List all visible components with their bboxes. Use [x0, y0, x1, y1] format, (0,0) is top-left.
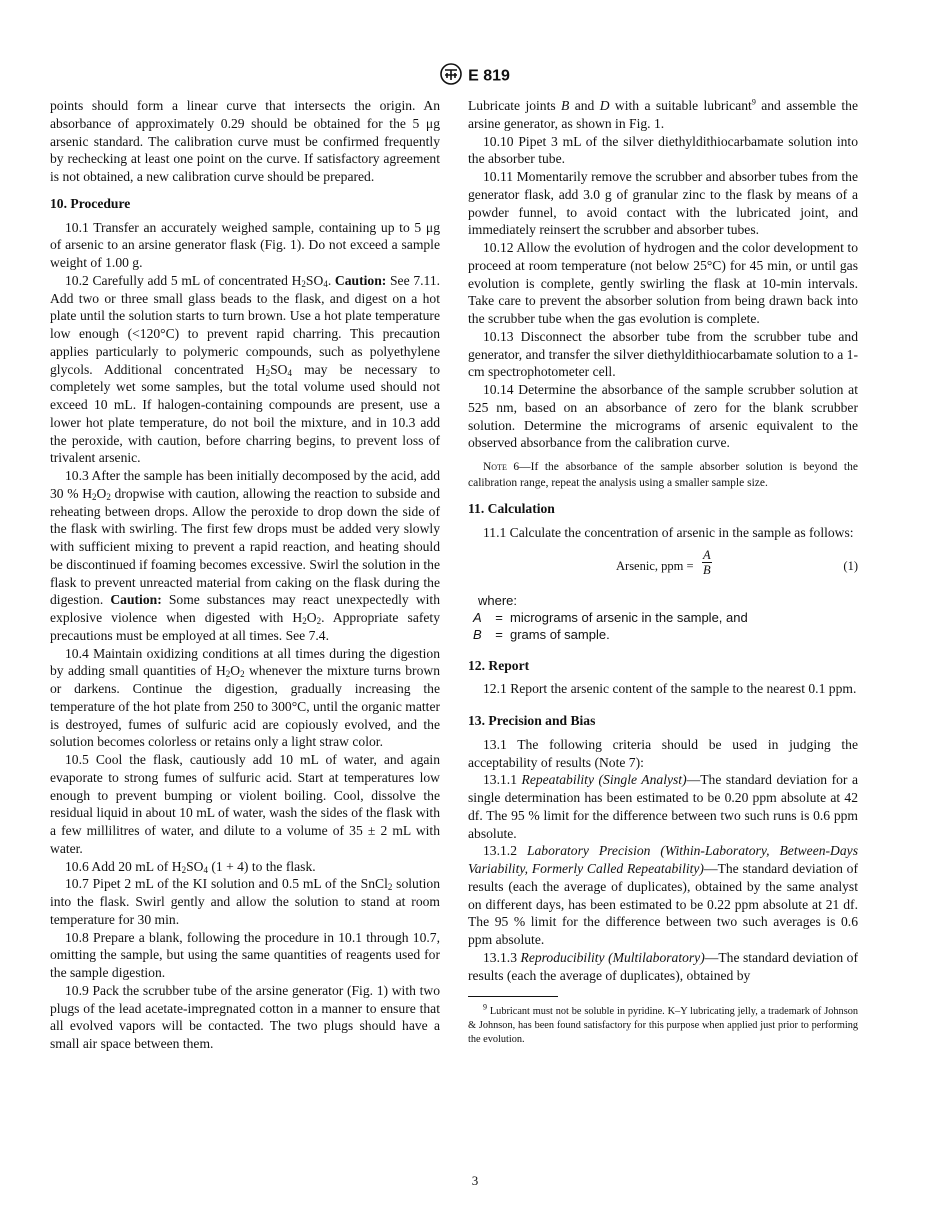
where-label: where: — [478, 592, 518, 608]
note-6: Note 6—If the absorbance of the sample absorber solution is beyond the calibration range, repeat the analysis using a smaller sample size. — [468, 461, 858, 489]
paragraph: points should form a linear curve that intersects the origin. An absorbance of approximately 0.29 should be obtained for the 5 μg arsenic standard. The calibration curve must be confirmed frequently by rechecking at least one point on the curve. If satisfactory agreement is not obtained, a new calibration curve should be prepared. — [50, 98, 440, 184]
paragraph-10-9: 10.9 Pack the scrubber tube of the arsine generator (Fig. 1) with two plugs of the lead acetate-impregnated cotton in a manner to ensure that all evolved vapors will be contacted. The two plugs should have a small air space between them. — [50, 982, 440, 1051]
equation-1 — [468, 548, 858, 586]
paragraph-10-12: 10.12 Allow the evolution of hydrogen and the color development to proceed at room temperature (not below 25°C) for 45 min, or until gas evolution is complete, gently swirling the flask at 10-min intervals. Take care to prevent the absorber solution from being drawn back into the scrubber tube when the gas evolution is complete. — [468, 240, 858, 326]
paragraph-10-13: 10.13 Disconnect the absorber tube from the scrubber tube and generator, and transfer the silver diethyldithiocarbamate solution to a 1-cm spectrophotometer cell. — [468, 328, 858, 380]
paragraph-10-6: 10.6 Add 20 mL of $H_2SO_4$ (1 + 4) to the flask. — [65, 858, 316, 875]
paragraph-10-11: 10.11 Momentarily remove the scrubber and absorber tubes from the generator flask, add 3.0 g of granular zinc to the flask by means of a powder funnel, to avoid contact with the lubricated joint, and immediately reinsert the scrubber and absorber tubes. — [468, 169, 858, 238]
paragraph-10-5: 10.5 Cool the flask, cautiously add 10 mL of water, and again evaporate to strong fumes of sulfuric acid. Start at temperatures low enough to prevent bumping or violent boiling. Cool, dissolve the residual liquid in about 10 mL of water, wash the sides of the flask with a few millilitres of water, and dilute to a volume of 35 ± 2 mL with water. — [50, 752, 440, 856]
formula-fraction — [702, 548, 712, 577]
footnote-divider — [468, 996, 558, 997]
equation-number: (1) — [843, 558, 858, 573]
definition-list — [473, 609, 858, 643]
footnote-ref: 9 — [751, 97, 756, 107]
paragraph-10-1: 10.1 Transfer an accurately weighed sample, containing up to 5 μg of arsenic to an arsine generator flask (Fig. 1). Do not exceed a sample weight of 1.00 g. — [50, 219, 440, 270]
paragraph-10-14: 10.14 Determine the absorbance of the sample scrubber solution at 525 nm, based on an absorbance of zero for the blank scrubber solution. Determine the micrograms of arsenic equivalent to the observed absorbance from the calibration curve. — [468, 382, 858, 451]
paragraph-12-1: 12.1 Report the arsenic content of the sample to the nearest 0.1 ppm. — [483, 681, 857, 697]
paragraph-10-10: 10.10 Pipet 3 mL of the silver diethyldithiocarbamate solution into the absorber tube. — [468, 133, 858, 167]
paragraph-11-1: 11.1 Calculate the concentration of arsenic in the sample as follows: — [483, 524, 854, 540]
footnote-9: $^9$ Lubricant must not be soluble in pyridine. K–Y lubricating jelly, a trademark of Johnson & Johnson, has been found satisfactory for this purpose when applied just prior to performing the evolution. — [468, 1002, 858, 1046]
paragraph-lubricate: Lubricate joints B and D with a suitable lubricant$^9$ and assemble the arsine generator, as shown in Fig. 1. — [468, 97, 858, 131]
section-heading-calculation: 11. Calculation — [468, 501, 555, 516]
section-heading-report: 12. Report — [468, 657, 530, 673]
paragraph-13-1: 13.1 The following criteria should be used in judging the acceptability of results (Note 7): — [468, 736, 858, 770]
paragraph-13-1-1: 13.1.1 Repeatability (Single Analyst)—The standard deviation for a single determination has been estimated to be 0.20 ppm absolute at 42 df. The 95 % limit for the difference between two such runs is 0.6 ppm absolute. — [468, 772, 858, 841]
paragraph-13-1-3: 13.1.3 Reproducibility (Multilaboratory)—The standard deviation of results (each the average of duplicates), obtained by — [468, 949, 858, 983]
paragraph-10-4: 10.4 Maintain oxidizing conditions at all times during the digestion by adding small quantities of $H_2O_2$ whenever the mixture turns brown or darkens. Continue the digestion, gradually increasing the temperature of the hot plate from 250 to 300°C, until the organic matter is destroyed, fumes of sulfuric acid are copiously evolved, and the solution becomes colorless or retains only a light straw color. — [50, 645, 440, 750]
section-heading-procedure: 10. Procedure — [50, 195, 131, 211]
left-column — [50, 97, 440, 1053]
designation: E 819 — [468, 67, 510, 85]
formula-numerator: A — [703, 547, 711, 562]
page-number: 3 — [471, 1173, 479, 1188]
formula-lhs: Arsenic, ppm = — [616, 558, 694, 573]
paragraph-10-7: 10.7 Pipet 2 mL of the KI solution and 0.5 mL of the SnCl$_2$ solution into the flask. Swirl gently and allow the solution to stand at room temperature for 30 min. — [50, 876, 440, 927]
paragraph-13-1-2: 13.1.2 Laboratory Precision (Within-Laboratory, Between-Days Variability, Formerly Called Repeatability)—The standard deviation of results (each the average of duplicates), obtained by the same analyst on different days, has been estimated to be 0.22 ppm absolute at 21 df. The 95 % limit for the difference between two such averages is 0.6 ppm absolute. — [468, 843, 858, 947]
definition-a: A = micrograms of arsenic in the sample, and — [473, 609, 748, 625]
paragraph-10-2: 10.2 Carefully add 5 mL of concentrated $H_2SO_4$. Caution: See 7.11. Add two or three small glass beads to the flask, and digest on a hot plate until the solution starts to turn brown. Use a hot plate temperature low enough (<120°C) to prevent rapid charring. This precaution applies particularly to polymeric compounds, such as polyethylene glycols. Additional concentrated $H_2SO_4$ may be necessary to completely wet some samples, but the total volume used should not exceed 10 mL. If halogen-containing compounds are present, use a lower hot plate temperature, do not boil the mixture, and in 10.3 add the peroxide, with caution, before charring begins, to prevent loss of trivalent arsenic. — [50, 272, 441, 466]
page-header — [0, 63, 950, 90]
section-heading-precision: 13. Precision and Bias — [468, 713, 596, 728]
formula-denominator: B — [703, 562, 711, 577]
definition-b: B = grams of sample. — [473, 626, 610, 642]
astm-logo-icon — [440, 63, 462, 90]
right-column — [468, 97, 858, 1047]
paragraph-10-8: 10.8 Prepare a blank, following the procedure in 10.1 through 10.7, omitting the sample, but using the same quantities of reagents used for the sample digestion. — [50, 929, 440, 980]
paragraph-10-3: 10.3 After the sample has been initially decomposed by the acid, add 30 % $H_2O_2$ dropwise with caution, allowing the reaction to subside and reheating between drops. Allow the peroxide to drop down the side of the flask with swirling. The first few drops must be added very slowly with sufficient mixing to prevent a rapid reaction, and heating should be discontinued if foaming becomes excessive. Swirl the solution in the flask to prevent unreacted material from caking on the flask during the digestion. Caution: Some substances may react unexpectedly with explosive violence when digested with $H_2O_2$. Appropriate safety precautions must be employed at all times. See 7.4. — [50, 468, 440, 643]
